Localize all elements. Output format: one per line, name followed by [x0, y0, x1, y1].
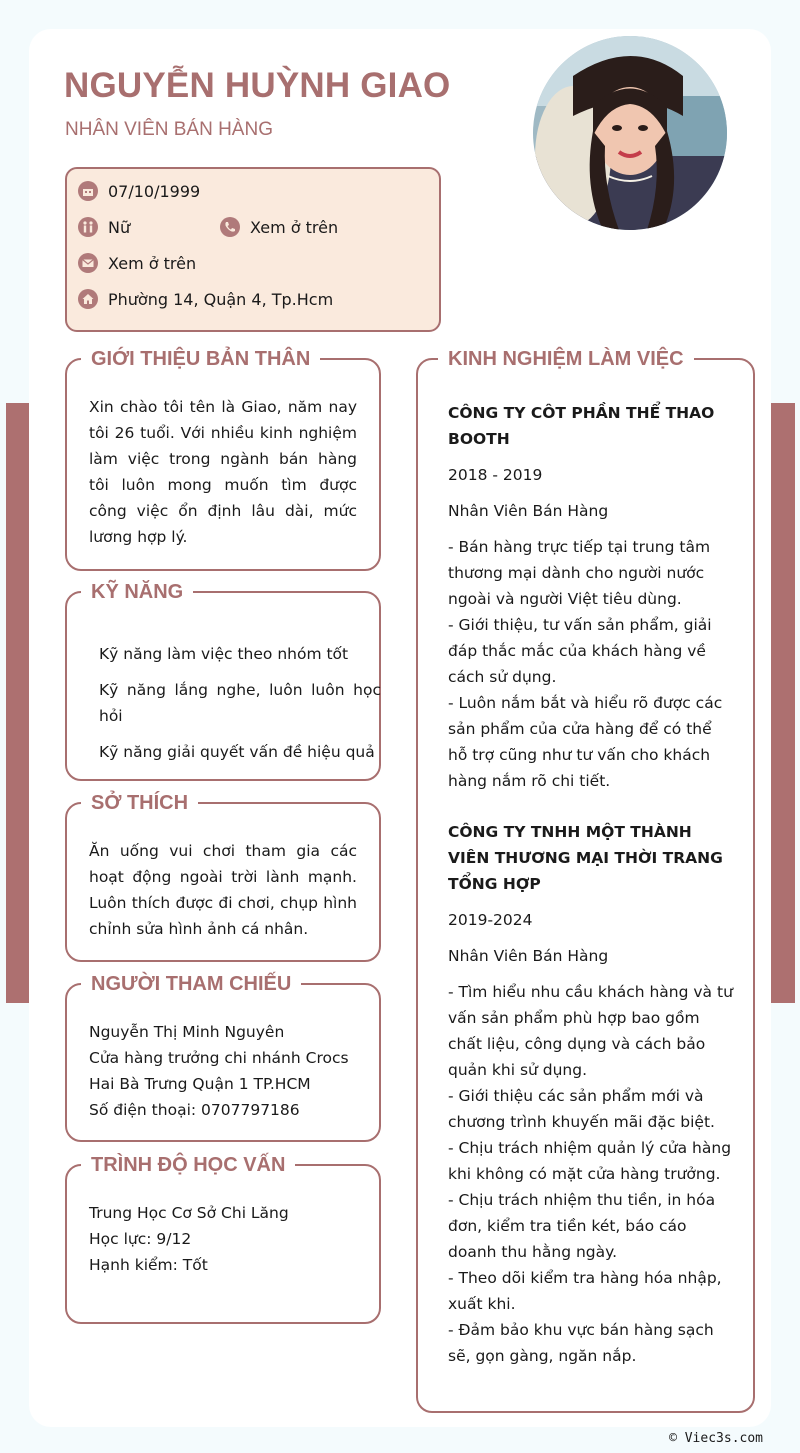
skills-section — [65, 581, 381, 781]
right-accent-band — [771, 403, 795, 1003]
home-icon — [78, 289, 98, 309]
references-section — [65, 973, 381, 1142]
job-company: CÔNG TY TNHH MỘT THÀNH VIÊN THƯƠNG MẠI THỜI TRANG TỔNG HỢP — [448, 823, 723, 893]
about-heading: GIỚI THIỆU BẢN THÂN — [81, 347, 320, 371]
skill-item: Kỹ năng lắng nghe, luôn luôn học hỏi — [99, 681, 381, 725]
email-value: Xem ở trên — [108, 253, 197, 273]
reference-line: Nguyễn Thị Minh Nguyên — [89, 1023, 285, 1041]
avatar — [533, 36, 727, 230]
education-line: Học lực: 9/12 — [89, 1230, 192, 1248]
birthday-row — [78, 181, 200, 201]
references-heading: NGƯỜI THAM CHIẾU — [81, 972, 301, 996]
email-row — [78, 253, 196, 273]
job-period: 2018 - 2019 — [448, 466, 543, 484]
reference-line: Số điện thoại: 0707797186 — [89, 1101, 300, 1119]
envelope-icon — [78, 253, 98, 273]
address-row — [78, 289, 333, 309]
avatar-photo — [533, 36, 727, 230]
education-heading: TRÌNH ĐỘ HỌC VẤN — [81, 1153, 295, 1177]
gender-value: Nữ — [108, 217, 131, 237]
references-text — [89, 1019, 369, 1123]
job-duty: - Giới thiệu, tư vấn sản phẩm, giải đáp thắc mắc của khách hàng về cách sử dụng. — [448, 616, 712, 686]
job-duty: - Luôn nắm bắt và hiểu rõ được các sản phẩm của cửa hàng để có thể hỗ trợ cũng như tư vấn cho khách hàng nắm rõ chi tiết. — [448, 694, 723, 790]
calendar-icon — [78, 181, 98, 201]
candidate-title: NHÂN VIÊN BÁN HÀNG — [65, 119, 273, 140]
reference-line: Hai Bà Trưng Quận 1 TP.HCM — [89, 1075, 311, 1093]
about-section — [65, 348, 381, 571]
education-text — [89, 1200, 369, 1278]
job-entry — [448, 400, 733, 794]
job-duty: - Giới thiệu các sản phẩm mới và chương trình khuyến mãi đặc biệt. — [448, 1087, 715, 1131]
reference-line: Cửa hàng trưởng chi nhánh Crocs — [89, 1049, 349, 1067]
contact-info-box — [65, 167, 441, 332]
phone-row — [220, 217, 338, 237]
left-accent-band — [6, 403, 30, 1003]
job-duty: - Chịu trách nhiệm quản lý cửa hàng khi không có mặt cửa hàng trưởng. — [448, 1139, 732, 1183]
education-section — [65, 1154, 381, 1324]
hobbies-heading: SỞ THÍCH — [81, 791, 198, 815]
gender-row — [78, 217, 130, 237]
hobbies-text: Ăn uống vui chơi tham gia các hoạt động ngoài trời lành mạnh. Luôn thích được đi chơi, chụp hình chỉnh sửa hình ảnh cá nhân. — [89, 842, 357, 938]
phone-value: Xem ở trên — [250, 217, 339, 237]
candidate-name: NGUYỄN HUỲNH GIAO — [64, 66, 451, 105]
skill-item: Kỹ năng giải quyết vấn đề hiệu quả — [99, 743, 375, 761]
skills-heading: KỸ NĂNG — [81, 580, 193, 604]
phone-icon — [220, 217, 240, 237]
footer-credit: © Viec3s.com — [669, 1431, 763, 1446]
job-position: Nhân Viên Bán Hàng — [448, 947, 609, 965]
job-duty: - Chịu trách nhiệm thu tiền, in hóa đơn, kiểm tra tiền két, báo cáo doanh thu hằng ngày. — [448, 1191, 716, 1261]
job-company: CÔNG TY CÔT PHẦN THỂ THAO BOOTH — [448, 404, 715, 448]
hobbies-section — [65, 792, 381, 962]
gender-icon — [78, 217, 98, 237]
job-duty: - Đảm bảo khu vực bán hàng sạch sẽ, gọn gàng, ngăn nắp. — [448, 1321, 714, 1365]
job-duty: - Tìm hiểu nhu cầu khách hàng và tư vấn sản phẩm phù hợp bao gồm chất liệu, công dụng và cách bảo quản khi sử dụng. — [448, 983, 733, 1079]
job-duty: - Bán hàng trực tiếp tại trung tâm thương mại dành cho người nước ngoài và người Việt tiêu dùng. — [448, 538, 711, 608]
job-duty: - Theo dõi kiểm tra hàng hóa nhập, xuất khi. — [448, 1269, 722, 1313]
birthday-value: 07/10/1999 — [108, 181, 201, 201]
address-value: Phường 14, Quận 4, Tp.Hcm — [108, 289, 334, 309]
education-line: Trung Học Cơ Sở Chi Lăng — [89, 1204, 289, 1222]
skill-item: Kỹ năng làm việc theo nhóm tốt — [99, 645, 349, 663]
experience-heading: KINH NGHIỆM LÀM VIỆC — [438, 347, 694, 371]
job-entry — [448, 819, 733, 1369]
job-period: 2019-2024 — [448, 911, 533, 929]
experience-section — [416, 348, 755, 1413]
about-text: Xin chào tôi tên là Giao, năm nay tôi 26 tuổi. Với nhiều kinh nghiệm làm việc trong ngành bán hàng tôi luôn mong muốn tìm được công việc ổn định lâu dài, mức lương hợp lý. — [89, 398, 357, 546]
job-position: Nhân Viên Bán Hàng — [448, 502, 609, 520]
education-line: Hạnh kiểm: Tốt — [89, 1256, 208, 1274]
